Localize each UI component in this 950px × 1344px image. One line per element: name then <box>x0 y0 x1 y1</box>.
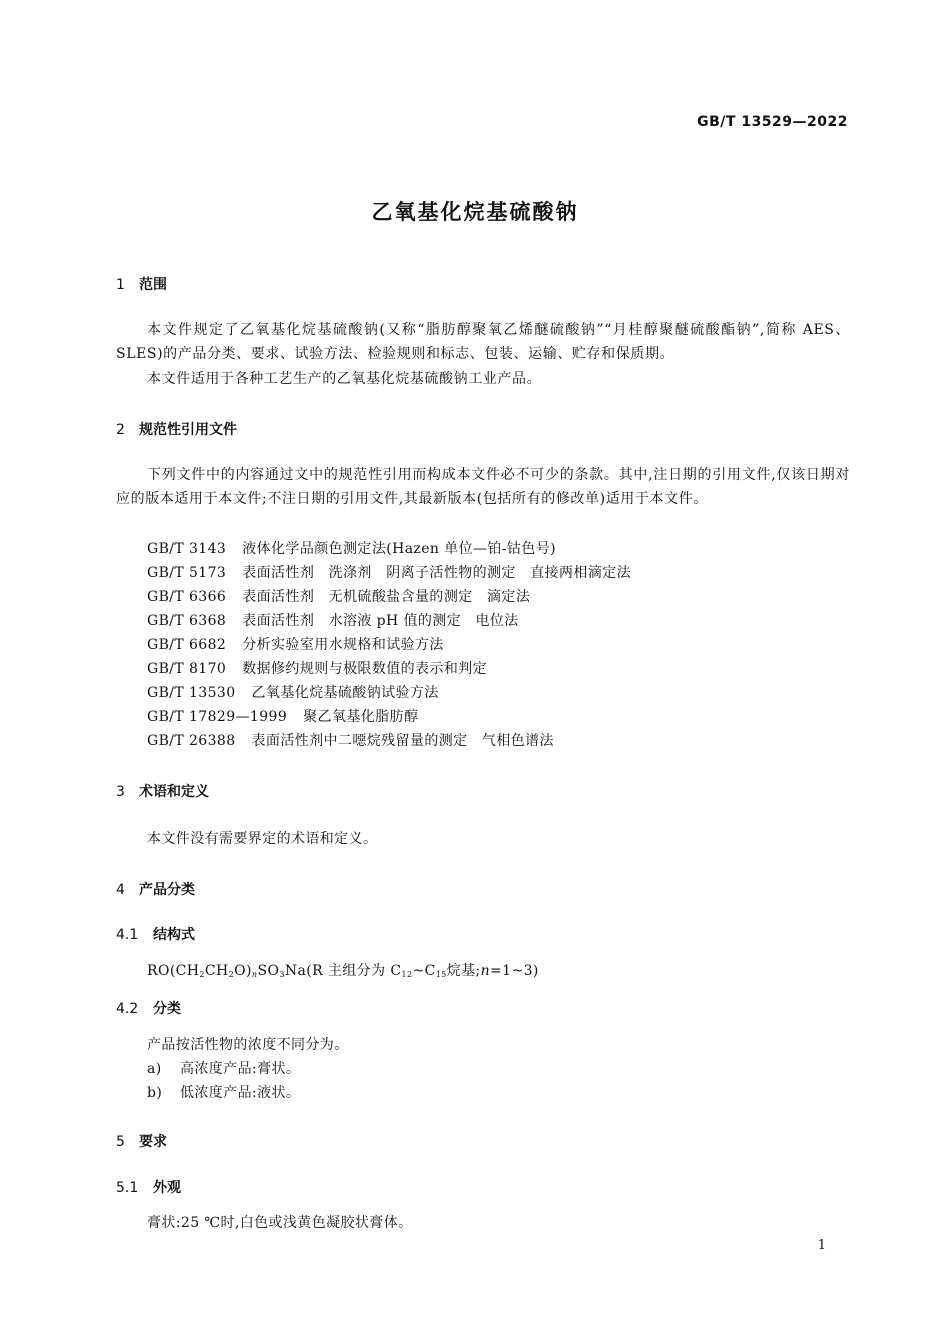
reference-code: GB/T 8170 <box>147 661 227 677</box>
section-2-heading <box>116 419 237 439</box>
classification-intro: 产品按活性物的浓度不同分为。 <box>147 1037 349 1053</box>
reference-code: GB/T 6368 <box>147 613 227 629</box>
reference-code: GB/T 26388 <box>147 733 236 749</box>
normative-references-intro: 下列文件中的内容通过文中的规范性引用而构成本文件必不可少的条款。其中,注日期的引用文件,仅该日期对应的版本适用于本文件;不注日期的引用文件,其最新版本(包括所有的修改单)适用于本文件。 <box>116 467 850 507</box>
subsection-title: 分类 <box>153 1001 181 1017</box>
subsection-number: 4.1 <box>116 927 139 943</box>
reference-code: GB/T 5173 <box>147 565 227 581</box>
list-item <box>147 1082 300 1102</box>
reference-item <box>147 610 519 630</box>
subsection-title: 结构式 <box>153 927 195 943</box>
reference-code: GB/T 6366 <box>147 589 227 605</box>
reference-item <box>147 586 530 606</box>
section-3-heading <box>116 781 209 801</box>
reference-item <box>147 706 418 726</box>
reference-title: 聚乙氧基化脂肪醇 <box>303 709 419 725</box>
reference-code: GB/T 13530 <box>147 685 236 701</box>
subsection-title: 外观 <box>153 1180 181 1196</box>
section-number: 4 <box>116 882 125 898</box>
section-number: 1 <box>116 277 125 293</box>
section-title: 产品分类 <box>139 882 195 898</box>
reference-title: 表面活性剂 无机硫酸盐含量的测定 滴定法 <box>242 589 531 605</box>
appearance-text: 膏状:25 ℃时,白色或浅黄色凝胶状膏体。 <box>147 1215 413 1231</box>
subsection-number: 5.1 <box>116 1180 139 1196</box>
list-item-text: 低浓度产品:液状。 <box>180 1085 301 1101</box>
reference-title: 乙氧基化烷基硫酸钠试验方法 <box>251 685 439 701</box>
reference-title: 表面活性剂 洗涤剂 阴离子活性物的测定 直接两相滴定法 <box>242 565 632 581</box>
reference-title: 数据修约规则与极限数值的表示和判定 <box>242 661 488 677</box>
section-number: 3 <box>116 784 125 800</box>
subsection-number: 4.2 <box>116 1001 139 1017</box>
section-1-heading <box>116 274 167 294</box>
subsection-4-2-heading <box>116 998 181 1018</box>
reference-item <box>147 634 444 654</box>
subsection-4-1-heading <box>116 924 195 944</box>
document-title: 乙氧基化烷基硫酸钠 <box>371 200 579 224</box>
reference-item <box>147 538 556 558</box>
standard-code: GB/T 13529—2022 <box>697 114 848 130</box>
list-marker: b) <box>147 1085 163 1101</box>
reference-item <box>147 682 439 702</box>
section-title: 规范性引用文件 <box>139 422 237 438</box>
section-title: 要求 <box>139 1134 167 1150</box>
page-number: 1 <box>817 1238 826 1253</box>
reference-title: 表面活性剂中二噁烷残留量的测定 气相色谱法 <box>251 733 554 749</box>
terms-definitions-text: 本文件没有需要界定的术语和定义。 <box>147 831 378 847</box>
section-number: 2 <box>116 422 125 438</box>
scope-paragraph-2: 本文件适用于各种工艺生产的乙氧基化烷基硫酸钠工业产品。 <box>147 371 542 387</box>
reference-title: 液体化学品颜色测定法(Hazen 单位—铂-钴色号) <box>242 541 556 557</box>
reference-title: 表面活性剂 水溶液 pH 值的测定 电位法 <box>242 613 519 629</box>
section-number: 5 <box>116 1134 125 1150</box>
reference-item <box>147 730 554 750</box>
structural-formula: $RO(CH_2CH_2O)_nSO_3Na(R$ 主组分为 $C_{12}\sim C_{15}$烷基;n=1~3) <box>147 963 539 979</box>
subsection-5-1-heading <box>116 1177 181 1197</box>
section-5-heading <box>116 1131 167 1151</box>
section-title: 范围 <box>139 277 167 293</box>
section-title: 术语和定义 <box>139 784 209 800</box>
list-item <box>147 1058 300 1078</box>
scope-paragraph-1: 本文件规定了乙氧基化烷基硫酸钠(又称“脂肪醇聚氧乙烯醚硫酸钠”“月桂醇聚醚硫酸酯钠”,简称 AES、SLES)的产品分类、要求、试验方法、检验规则和标志、包装、运输、贮存和保质期。 <box>116 322 850 362</box>
reference-item <box>147 658 487 678</box>
reference-code: GB/T 3143 <box>147 541 227 557</box>
section-4-heading <box>116 879 195 899</box>
reference-item <box>147 562 631 582</box>
list-item-text: 高浓度产品:膏状。 <box>180 1061 301 1077</box>
list-marker: a) <box>147 1061 162 1077</box>
reference-code: GB/T 6682 <box>147 637 227 653</box>
reference-code: GB/T 17829—1999 <box>147 709 288 725</box>
reference-title: 分析实验室用水规格和试验方法 <box>242 637 444 653</box>
